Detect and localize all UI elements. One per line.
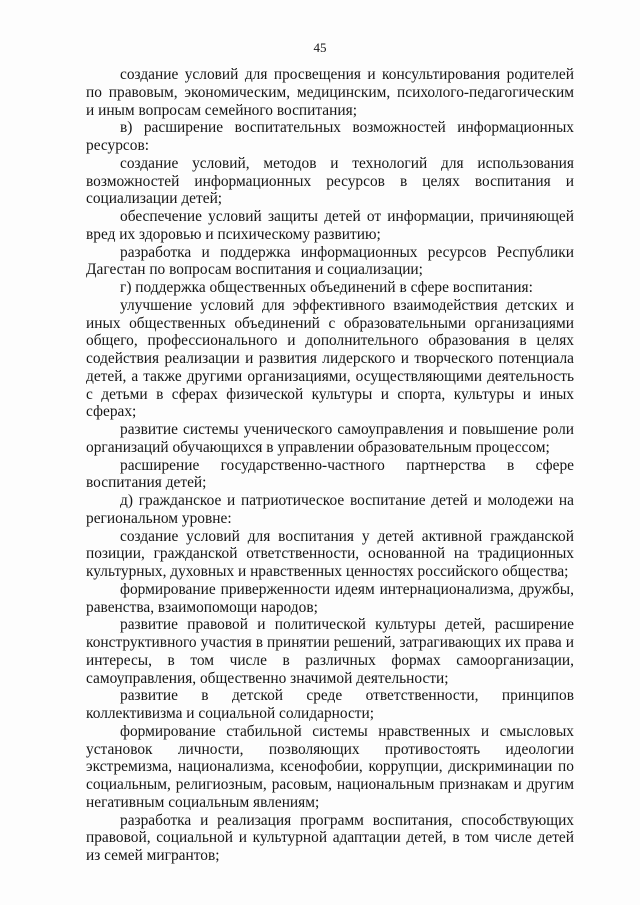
paragraph: создание условий, методов и технологий для использования возможностей информационных ресурсов в целях воспитания и социализации детей; bbox=[86, 154, 574, 208]
paragraph: д) гражданское и патриотическое воспитание детей и молодежи на региональном уровне: bbox=[86, 492, 574, 527]
paragraph: развитие правовой и политической культуры детей, расширение конструктивного участия в принятии решений, затрагивающих их права и интересы, в том числе в различных формах самоорганизации, самоуправления, общественно значимой деятельности; bbox=[86, 616, 574, 687]
paragraph: в) расширение воспитательных возможностей информационных ресурсов: bbox=[86, 119, 574, 154]
document-body bbox=[86, 66, 574, 865]
paragraph: создание условий для просвещения и консультирования родителей по правовым, экономическим, медицинским, психолого-педагогическим и иным вопросам семейного воспитания; bbox=[86, 66, 574, 119]
paragraph: формирование стабильной системы нравственных и смысловых установок личности, позволяющих противостоять идеологии экстремизма, национализма, ксенофобии, коррупции, дискриминации по социальным, религиозным, расовым, национальным признакам и другим негативным социальным явлениям; bbox=[86, 722, 574, 811]
paragraph: разработка и поддержка информационных ресурсов Республики Дагестан по вопросам воспитания и социализации; bbox=[86, 243, 574, 279]
paragraph: создание условий для воспитания у детей активной гражданской позиции, гражданской ответственности, основанной на традиционных культурных, духовных и нравственных ценностях российского общества; bbox=[86, 527, 574, 580]
paragraph: г) поддержка общественных объединений в сфере воспитания: bbox=[120, 279, 533, 296]
paragraph: развитие системы ученического самоуправления и повышение роли организаций обучающихся в управлении образовательным процессом; bbox=[86, 421, 574, 456]
paragraph: обеспечение условий защиты детей от информации, причиняющей вред их здоровью и психическому развитию; bbox=[86, 208, 574, 243]
paragraph: улучшение условий для эффективного взаимодействия детских и иных общественных объединений с образовательными организациями общего, профессионального и дополнительного образования в целях содействия реализации и развития лидерского и творческого потенциала детей, а также другими организациями, осуществляющими деятельность с детьми в сферах физической культуры и спорта, культуры и иных сферах; bbox=[86, 296, 574, 421]
paragraph: разработка и реализация программ воспитания, способствующих правовой, социальной и культурной адаптации детей, в том числе детей из семей мигрантов; bbox=[86, 811, 574, 864]
page-number: 45 bbox=[313, 40, 327, 55]
paragraph: формирование приверженности идеям интернационализма, дружбы, равенства, взаимопомощи народов; bbox=[86, 580, 574, 616]
paragraph: развитие в детской среде ответственности, принципов коллективизма и социальной солидарности; bbox=[86, 687, 574, 722]
paragraph: расширение государственно-частного партнерства в сфере воспитания детей; bbox=[86, 456, 574, 492]
